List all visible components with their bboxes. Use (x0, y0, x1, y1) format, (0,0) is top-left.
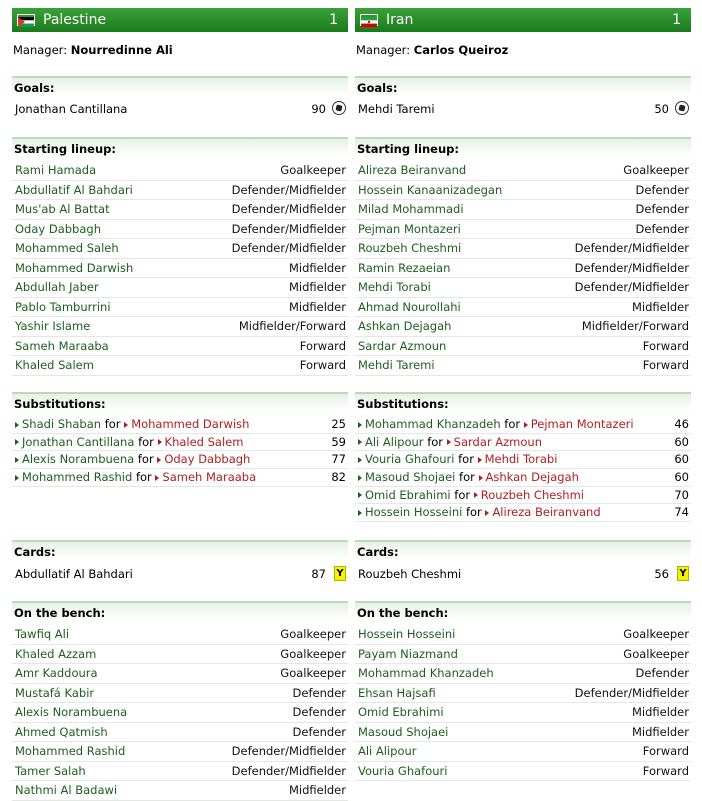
lineup-row (355, 181, 691, 201)
sub-minute: 82 (331, 470, 346, 485)
substitution-row (12, 451, 348, 469)
player-name[interactable]: Payam Niazmand (358, 646, 458, 661)
player-position: Forward (299, 338, 346, 353)
sub-in-player[interactable]: Jonathan Cantillana (22, 434, 135, 449)
sub-in-arrow-icon (358, 457, 362, 463)
away-cards-heading: Cards: (355, 540, 691, 560)
player-position: Defender (635, 182, 689, 197)
player-position: Defender (635, 202, 689, 216)
sub-out-arrow-icon (479, 475, 483, 481)
bench-row (355, 742, 691, 762)
sub-in-arrow-icon (15, 422, 19, 428)
soccer-ball-icon (675, 101, 689, 115)
sub-minute: 25 (331, 417, 346, 431)
player-name[interactable]: Pejman Montazeri (358, 221, 461, 236)
player-name[interactable]: Alexis Norambuena (15, 705, 128, 719)
player-position: Goalkeeper (623, 163, 689, 177)
player-position: Forward (642, 744, 689, 758)
lineup-row (12, 337, 348, 357)
bench-row (12, 723, 348, 743)
lineup-row (12, 259, 348, 279)
player-name[interactable]: Ahmed Qatmish (15, 724, 108, 739)
card-player[interactable]: Rouzbeh Cheshmi (358, 567, 462, 581)
lineup-row (355, 220, 691, 240)
player-name[interactable]: Ashkan Dejagah (358, 319, 452, 333)
player-name[interactable]: Omid Ebrahimi (358, 705, 444, 719)
sub-minute: 60 (674, 470, 689, 485)
player-name[interactable]: Khaled Azzam (15, 646, 97, 661)
player-position: Midfielder/Forward (238, 319, 346, 333)
player-position: Forward (299, 358, 346, 372)
player-name[interactable]: Mehdi Taremi (358, 358, 435, 372)
for-word: for (135, 470, 152, 485)
sub-out-player[interactable]: Sardar Azmoun (453, 434, 542, 449)
home-subs-list (12, 416, 348, 487)
lineup-row (12, 220, 348, 240)
substitution-row (355, 416, 691, 434)
sub-out-player[interactable]: Mohammed Darwish (131, 417, 250, 431)
lineup-row (355, 161, 691, 181)
away-lineup-list (355, 161, 691, 376)
card-row (12, 563, 348, 585)
bench-row (12, 645, 348, 665)
bench-row (12, 625, 348, 645)
player-position: Midfielder (631, 299, 689, 314)
sub-out-arrow-icon (124, 422, 128, 428)
home-manager (13, 43, 173, 57)
sub-minute: 59 (331, 434, 346, 449)
lineup-row (12, 298, 348, 318)
sub-minute: 60 (674, 452, 689, 467)
player-name[interactable]: Nathmi Al Badawi (15, 783, 118, 797)
player-position: Midfielder/Forward (581, 319, 689, 333)
player-name[interactable]: Sameh Maraaba (15, 338, 109, 353)
lineup-row (355, 317, 691, 337)
sub-out-arrow-icon (474, 492, 478, 498)
away-lineup-heading: Starting lineup: (355, 137, 691, 157)
sub-out-player[interactable]: Sameh Maraaba (162, 470, 257, 485)
bench-row (12, 781, 348, 801)
lineup-row (12, 181, 348, 201)
card-minute: 87 (311, 567, 326, 581)
player-name[interactable]: Mohammad Khanzadeh (358, 666, 494, 680)
bench-row (355, 625, 691, 645)
sub-in-player[interactable]: Omid Ebrahimi (365, 487, 451, 502)
player-name[interactable]: Sardar Azmoun (358, 338, 447, 353)
sub-minute: 77 (331, 452, 346, 467)
away-goals-heading: Goals: (355, 76, 691, 96)
player-name[interactable]: Amr Kaddoura (15, 666, 98, 680)
player-position: Forward (642, 763, 689, 778)
for-word: for (454, 487, 471, 502)
substitution-row (12, 469, 348, 487)
sub-minute: 60 (674, 434, 689, 449)
for-word: for (138, 434, 154, 449)
substitution-row (355, 451, 691, 469)
player-name[interactable]: Mohammed Darwish (15, 260, 134, 275)
player-position: Midfielder (288, 260, 346, 275)
player-name[interactable]: Mus'ab Al Battat (15, 202, 110, 216)
away-bench-heading: On the bench: (355, 601, 691, 621)
bench-row (12, 703, 348, 723)
manager-name[interactable]: Nourredinne Ali (70, 43, 173, 57)
player-name[interactable]: Hossein Kanaanizadegan (358, 182, 503, 197)
goal-row (12, 98, 348, 120)
card-player[interactable]: Abdullatif Al Bahdari (15, 567, 133, 581)
home-goals-heading: Goals: (12, 76, 348, 96)
player-position: Defender/Midfielder (231, 744, 346, 758)
bench-row (12, 762, 348, 782)
player-position: Midfielder (631, 724, 689, 739)
player-name[interactable]: Abdullah Jaber (15, 280, 99, 294)
sub-in-player[interactable]: Mohammed Rashid (22, 470, 133, 485)
player-name[interactable]: Mohammed Saleh (15, 241, 119, 255)
away-manager (356, 43, 508, 57)
home-team-score: 1 (329, 12, 338, 28)
player-position: Defender (292, 685, 346, 700)
lineup-row (355, 239, 691, 259)
goal-minute: 90 (311, 102, 326, 116)
player-position: Midfielder (288, 783, 346, 797)
for-word: for (427, 434, 443, 449)
sub-in-arrow-icon (358, 475, 362, 481)
for-word: for (459, 470, 475, 485)
manager-name[interactable]: Carlos Queiroz (413, 43, 509, 57)
player-position: Goalkeeper (623, 627, 689, 641)
goal-minute: 50 (654, 102, 669, 116)
sub-in-player[interactable]: Vouria Ghafouri (365, 452, 455, 467)
home-team-name[interactable]: Palestine (43, 12, 107, 28)
player-position: Defender/Midfielder (231, 763, 346, 778)
player-name[interactable]: Tawfiq Ali (15, 627, 70, 641)
player-position: Defender/Midfielder (574, 685, 689, 700)
sub-out-player[interactable]: Ashkan Dejagah (485, 470, 579, 485)
player-position: Defender/Midfielder (231, 241, 346, 255)
away-subs-list (355, 416, 691, 522)
sub-out-arrow-icon (478, 457, 482, 463)
for-word: for (104, 417, 121, 431)
player-name[interactable]: Abdullatif Al Bahdari (15, 182, 133, 197)
lineup-row (355, 337, 691, 357)
substitution-row (355, 504, 691, 522)
sub-in-arrow-icon (15, 457, 19, 463)
substitution-row (355, 469, 691, 487)
lineup-row (12, 278, 348, 298)
player-name[interactable]: Khaled Salem (15, 358, 94, 372)
sub-in-player[interactable]: Masoud Shojaei (365, 470, 456, 485)
soccer-ball-icon (332, 101, 346, 115)
player-name[interactable]: Tamer Salah (15, 763, 86, 778)
goal-scorer[interactable]: Mehdi Taremi (358, 102, 435, 116)
player-name[interactable]: Ali Alipour (358, 744, 417, 758)
substitution-row (12, 416, 348, 434)
bench-row (12, 742, 348, 762)
bench-row (12, 664, 348, 684)
player-position: Defender (635, 221, 689, 236)
sub-out-player[interactable]: Mehdi Torabi (484, 452, 558, 467)
home-lineup-list (12, 161, 348, 376)
goal-scorer[interactable]: Jonathan Cantillana (15, 102, 128, 116)
player-position: Defender (635, 666, 689, 680)
substitution-row (355, 434, 691, 452)
sub-in-arrow-icon (358, 510, 362, 516)
sub-in-arrow-icon (15, 439, 19, 445)
bench-row (355, 762, 691, 782)
player-position: Goalkeeper (280, 646, 346, 661)
player-position: Forward (642, 338, 689, 353)
player-position: Defender (292, 724, 346, 739)
player-name[interactable]: Mustafá Kabir (15, 685, 95, 700)
player-position: Goalkeeper (280, 163, 346, 177)
home-subs-heading: Substitutions: (12, 392, 348, 412)
player-position: Midfielder (288, 280, 346, 294)
home-cards-heading: Cards: (12, 540, 348, 560)
sub-minute: 46 (674, 417, 689, 431)
lineup-row (12, 200, 348, 220)
palestine-flag-icon (17, 14, 35, 26)
home-bench-list (12, 625, 348, 801)
lineup-row (355, 200, 691, 220)
sub-out-player[interactable]: Alireza Beiranvand (492, 505, 601, 520)
bench-row (355, 664, 691, 684)
lineup-row (12, 356, 348, 376)
sub-in-arrow-icon (358, 422, 362, 428)
away-team-name[interactable]: Iran (386, 12, 414, 28)
goal-row (355, 98, 691, 120)
card-row (355, 563, 691, 585)
sub-in-player[interactable]: Hossein Hosseini (365, 505, 463, 520)
home-lineup-heading: Starting lineup: (12, 137, 348, 157)
player-name[interactable]: Ramin Rezaeian (358, 260, 451, 275)
bench-row (355, 723, 691, 743)
lineup-row (355, 356, 691, 376)
bench-row (355, 684, 691, 704)
player-position: Goalkeeper (280, 666, 346, 680)
away-team-score: 1 (672, 12, 681, 28)
player-position: Goalkeeper (280, 627, 346, 641)
home-bench-heading: On the bench: (12, 601, 348, 621)
lineup-row (12, 239, 348, 259)
player-position: Goalkeeper (623, 646, 689, 661)
substitution-row (12, 434, 348, 452)
for-word: for (458, 452, 474, 467)
sub-out-arrow-icon (158, 439, 162, 445)
player-name[interactable]: Mohammed Rashid (15, 744, 126, 758)
for-word: for (504, 417, 521, 431)
iran-flag-icon (360, 14, 378, 26)
lineup-row (12, 317, 348, 337)
away-bench-list (355, 625, 691, 781)
player-position: Defender (292, 705, 346, 719)
player-name[interactable]: Masoud Shojaei (358, 724, 449, 739)
player-name[interactable]: Ehsan Hajsafi (358, 685, 436, 700)
lineup-row (355, 278, 691, 298)
sub-in-player[interactable]: Ali Alipour (365, 434, 424, 449)
card-minute: 56 (654, 567, 669, 581)
sub-out-player[interactable]: Oday Dabbagh (164, 452, 251, 467)
player-name[interactable]: Alireza Beiranvand (358, 163, 467, 177)
player-name[interactable]: Yashir Islame (15, 319, 91, 333)
player-position: Defender/Midfielder (231, 221, 346, 236)
sub-in-arrow-icon (358, 492, 362, 498)
sub-in-player[interactable]: Shadi Shaban (22, 417, 102, 431)
sub-out-arrow-icon (157, 457, 161, 463)
player-name[interactable]: Rouzbeh Cheshmi (358, 241, 462, 255)
sub-out-arrow-icon (447, 439, 451, 445)
sub-out-arrow-icon (155, 475, 159, 481)
bench-row (355, 645, 691, 665)
lineup-row (355, 298, 691, 318)
manager-label: Manager: (13, 43, 68, 57)
sub-out-arrow-icon (485, 510, 489, 516)
substitution-row (355, 487, 691, 505)
sub-out-player[interactable]: Khaled Salem (164, 434, 244, 449)
sub-in-arrow-icon (15, 475, 19, 481)
player-position: Midfielder (631, 705, 689, 719)
bench-row (355, 703, 691, 723)
player-name[interactable]: Oday Dabbagh (15, 221, 101, 236)
away-team-header (355, 8, 691, 32)
manager-label: Manager: (356, 43, 411, 57)
sub-out-player[interactable]: Pejman Montazeri (530, 417, 634, 431)
player-name[interactable]: Milad Mohammadi (358, 202, 464, 216)
player-name[interactable]: Mehdi Torabi (358, 280, 431, 294)
sub-in-player[interactable]: Mohammad Khanzadeh (365, 417, 501, 431)
yellow-card-icon: Y (334, 566, 346, 581)
sub-out-player[interactable]: Rouzbeh Cheshmi (480, 487, 584, 502)
sub-in-player[interactable]: Alexis Norambuena (22, 452, 135, 467)
player-position: Defender/Midfielder (574, 260, 689, 275)
sub-minute: 74 (674, 505, 689, 520)
player-position: Defender/Midfielder (231, 202, 346, 216)
home-team-header (12, 8, 348, 32)
player-name[interactable]: Vouria Ghafouri (358, 763, 448, 778)
yellow-card-icon: Y (677, 566, 689, 581)
sub-minute: 70 (674, 487, 689, 502)
lineup-row (355, 259, 691, 279)
bench-row (12, 684, 348, 704)
lineup-row (12, 161, 348, 181)
sub-out-arrow-icon (524, 422, 528, 428)
player-position: Defender/Midfielder (574, 241, 689, 255)
player-name[interactable]: Ahmad Nourollahi (358, 299, 461, 314)
player-position: Forward (642, 358, 689, 372)
away-subs-heading: Substitutions: (355, 392, 691, 412)
player-position: Defender/Midfielder (574, 280, 689, 294)
player-position: Midfielder (288, 299, 346, 314)
player-name[interactable]: Rami Hamada (15, 163, 97, 177)
player-name[interactable]: Pablo Tamburrini (15, 299, 111, 314)
player-name[interactable]: Hossein Hosseini (358, 627, 456, 641)
for-word: for (137, 452, 154, 467)
sub-in-arrow-icon (358, 439, 362, 445)
for-word: for (465, 505, 482, 520)
player-position: Defender/Midfielder (231, 182, 346, 197)
